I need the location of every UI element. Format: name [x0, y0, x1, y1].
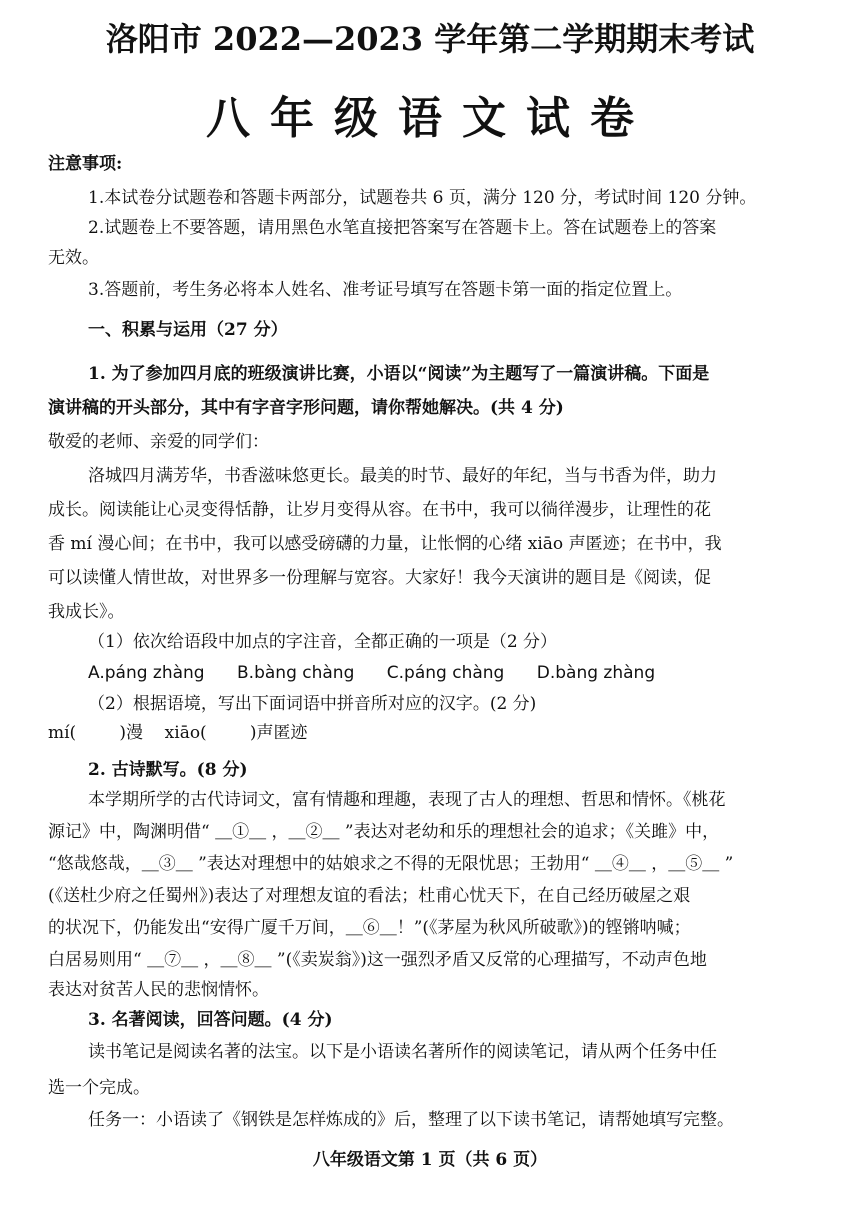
q2-line-5: 的状况下，仍能发出“安得广厦千万间，＿⑥＿！”(《茅屋为秋风所破歌》)的铿锵呐喊；	[48, 918, 691, 938]
q1-para-line-2: 成长。阅读能让心灵变得恬静，让岁月变得从容。在书中，我可以徜徉漫步，让理性的花	[48, 500, 711, 520]
q2-line-1: 本学期所学的古代诗词文，富有情趣和理趣，表现了古人的理想、哲思和情怀。《桃花	[88, 790, 726, 810]
q2-line-2: 源记》中，陶渊明借“ ＿①＿ ，＿②＿ ”表达对老幼和乐的理想社会的追求；《关雎》中，	[48, 822, 720, 842]
q1-para-line-3: 香 mí 漫心间；在书中，我可以感受磅礴的力量，让怅惘的心绪 xiāo 声匿迹；在书中，我	[48, 534, 722, 554]
q1-prompt-line-1: 1. 为了参加四月底的班级演讲比赛，小语以“阅读”为主题写了一篇演讲稿。下面是	[88, 364, 710, 384]
q3-line-1: 读书笔记是阅读名著的法宝。以下是小语读名著所作的阅读笔记，请从两个任务中任	[88, 1042, 717, 1062]
section-1-heading: 一、积累与运用（27 分）	[88, 320, 288, 340]
q3-line-2: 选一个完成。	[48, 1078, 150, 1098]
q2-line-3: “悠哉悠哉，＿③＿ ”表达对理想中的姑娘求之不得的无限忧思；王勃用“ ＿④＿ ，＿⑤＿ ”	[48, 854, 734, 874]
q1-options: A.páng zhàng B.bàng chàng C.páng chàng D.bàng zhàng	[88, 663, 656, 683]
q1-greeting: 敬爱的老师、亲爱的同学们：	[48, 432, 269, 452]
q1-para-line-5: 我成长》。	[48, 602, 125, 622]
notice-heading: 注意事项:	[48, 154, 123, 174]
q1-sub-1: （1）依次给语段中加点的字注音，全都正确的一项是（2 分）	[88, 632, 558, 652]
q1-sub-2: （2）根据语境，写出下面词语中拼音所对应的汉字。(2 分)	[88, 694, 537, 714]
q2-line-7: 表达对贫苦人民的悲悯情怀。	[48, 980, 269, 1000]
notice-item-2-line-2: 无效。	[48, 248, 99, 268]
notice-item-1: 1.本试卷分试题卷和答题卡两部分，试题卷共 6 页，满分 120 分，考试时间 120 分钟。	[88, 188, 757, 208]
page-footer: 八年级语文第 1 页（共 6 页）	[312, 1150, 548, 1170]
q1-prompt-line-2: 演讲稿的开头部分，其中有字音字形问题，请你帮她解决。(共 4 分)	[48, 398, 564, 418]
q1-para-line-1: 洛城四月满芳华，书香滋味悠更长。最美的时节、最好的年纪，当与书香为伴，助力	[88, 466, 717, 486]
exam-title: 洛阳市 2022—2023 学年第二学期期末考试	[105, 20, 755, 58]
q1-sub-2-blanks: mí( )漫 xiāo( )声匿迹	[48, 723, 308, 743]
q2-line-6: 白居易则用“ ＿⑦＿ ，＿⑧＿ ”(《卖炭翁》)这一强烈矛盾又反常的心理描写，不动声色地	[48, 950, 707, 970]
q2-heading: 2. 古诗默写。(8 分)	[88, 760, 248, 780]
q3-heading: 3. 名著阅读，回答问题。(4 分)	[88, 1010, 333, 1030]
q2-line-4: (《送杜少府之任蜀州》)表达了对理想友谊的看法；杜甫心忧天下，在自己经历破屋之艰	[48, 886, 691, 906]
paper-subtitle: 八年级语文试卷	[206, 93, 654, 144]
q3-task-1: 任务一：小语读了《钢铁是怎样炼成的》后，整理了以下读书笔记，请帮她填写完整。	[88, 1110, 734, 1130]
q1-para-line-4: 可以读懂人情世故，对世界多一份理解与宽容。大家好！我今天演讲的题目是《阅读，促	[48, 568, 711, 588]
notice-item-3: 3.答题前，考生务必将本人姓名、准考证号填写在答题卡第一面的指定位置上。	[88, 280, 683, 300]
notice-item-2-line-1: 2.试题卷上不要答题，请用黑色水笔直接把答案写在答题卡上。答在试题卷上的答案	[88, 218, 717, 238]
